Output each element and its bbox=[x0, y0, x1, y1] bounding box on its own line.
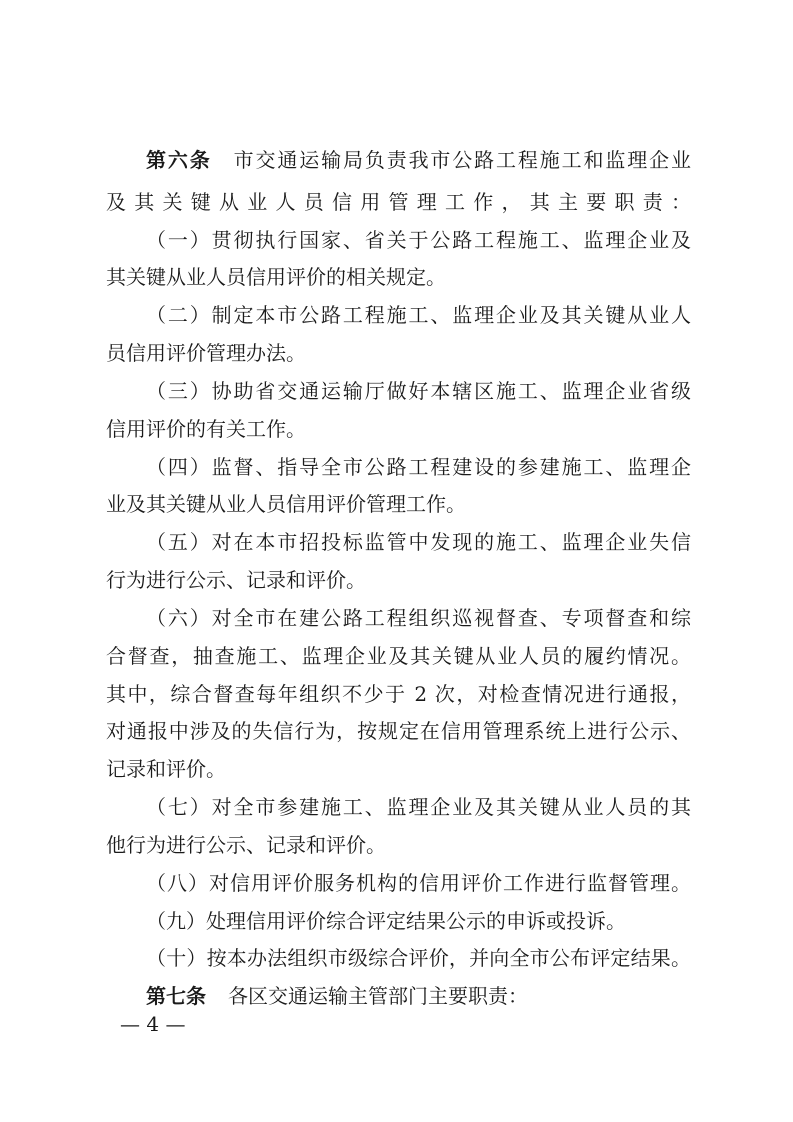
article-7-line-1 bbox=[146, 979, 691, 1013]
page-number: — 4 — bbox=[120, 1012, 186, 1036]
item-1-line-2: 其关键从业人员信用评价的相关规定。 bbox=[106, 265, 446, 289]
article-6-line-2: 及其关键从业人员信用管理工作，其主要职责： bbox=[106, 190, 691, 214]
article-6-line-1 bbox=[146, 143, 691, 177]
item-7-line-1: （七）对全市参建施工、监理企业及其关键从业人员的其 bbox=[146, 795, 691, 819]
item-9-line-1: （九）处理信用评价综合评定结果公示的申诉或投诉。 bbox=[146, 909, 626, 933]
item-6-line-4: 对通报中涉及的失信行为，按规定在信用管理系统上进行公示、 bbox=[106, 719, 691, 743]
item-1-line-1: （一）贯彻执行国家、省关于公路工程施工、监理企业及 bbox=[146, 228, 691, 252]
item-2-line-2: 员信用评价管理办法。 bbox=[106, 341, 306, 365]
article-6-heading: 第六条 bbox=[146, 148, 212, 172]
article-6-text-1: 市交通运输局负责我市公路工程施工和监理企业 bbox=[233, 148, 692, 172]
item-3-line-1: （三）协助省交通运输厅做好本辖区施工、监理企业省级 bbox=[146, 379, 691, 403]
item-6-line-5: 记录和评价。 bbox=[106, 757, 226, 781]
item-6-line-1: （六）对全市在建公路工程组织巡视督查、专项督查和综 bbox=[146, 606, 691, 630]
item-6-line-2: 合督查，抽查施工、监理企业及其关键从业人员的履约情况。 bbox=[106, 644, 691, 668]
item-4-line-2: 业及其关键从业人员信用评价管理工作。 bbox=[106, 492, 466, 516]
item-4-line-1: （四）监督、指导全市公路工程建设的参建施工、监理企 bbox=[146, 455, 691, 479]
item-10-line-1: （十）按本办法组织市级综合评价，并向全市公布评定结果。 bbox=[146, 946, 691, 970]
item-5-line-2: 行为进行公示、记录和评价。 bbox=[106, 568, 366, 592]
item-3-line-2: 信用评价的有关工作。 bbox=[106, 417, 306, 441]
item-7-line-2: 他行为进行公示、记录和评价。 bbox=[106, 833, 386, 857]
item-2-line-1: （二）制定本市公路工程施工、监理企业及其关键从业人 bbox=[146, 303, 691, 327]
item-5-line-1: （五）对在本市招投标监管中发现的施工、监理企业失信 bbox=[146, 530, 691, 554]
item-6-line-3: 其中，综合督查每年组织不少于 2 次，对检查情况进行通报， bbox=[106, 682, 691, 706]
article-7-text-1: 各区交通运输主管部门主要职责： bbox=[228, 984, 528, 1008]
item-8-line-1: （八）对信用评价服务机构的信用评价工作进行监督管理。 bbox=[146, 871, 691, 895]
article-7-heading: 第七条 bbox=[146, 984, 206, 1008]
